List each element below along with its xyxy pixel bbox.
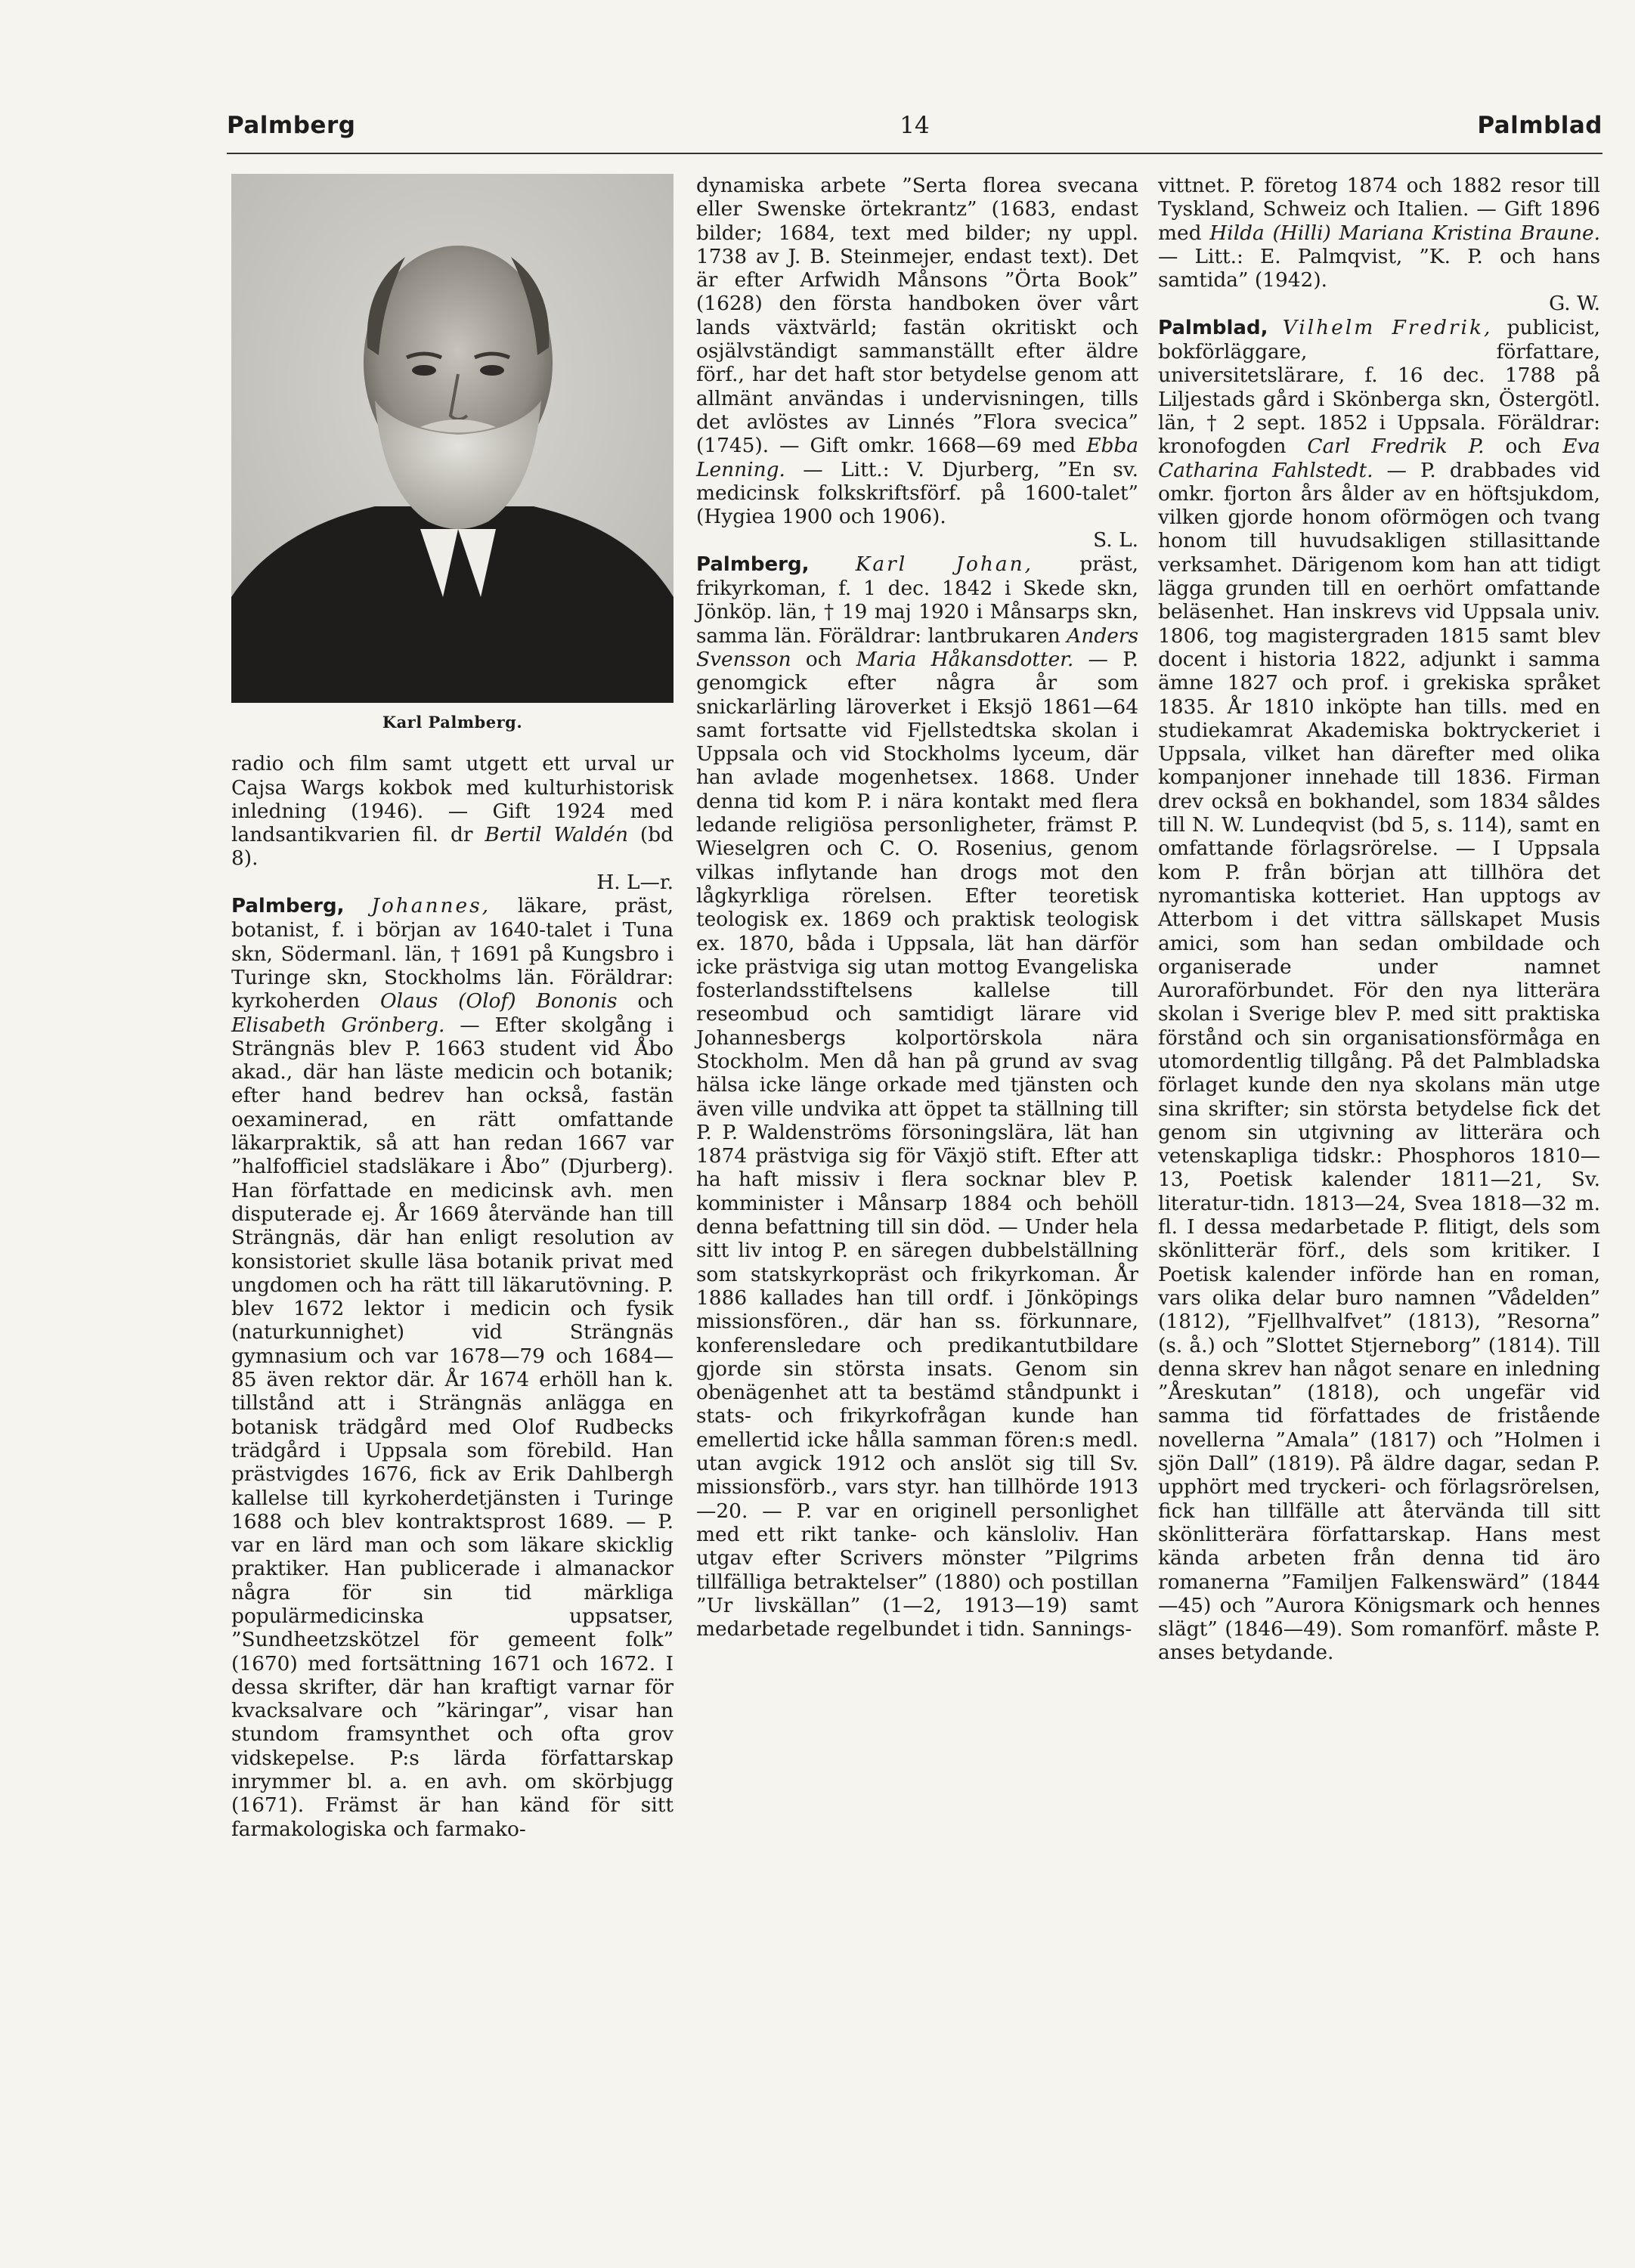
text: (bd 8). — [231, 823, 674, 871]
entry-palmberg-karl-johan — [696, 552, 1138, 1641]
text: läkare, präst, botanist, f. i början av 1640-talet i Tuna skn, Södermanl. län, † 1691 på Kungsbro i Turinge skn, Stockholms län. Föräldrar: kyrkoherden — [231, 894, 674, 1013]
text: — Litt.: V. Djurberg, ”En sv. medicinsk folkskriftsförf. på 1600-talet” (Hygiea 1900 och 1906). — [696, 457, 1138, 529]
text: dynamiska arbete ”Serta florea svecana eller Swenske örtekrantz” (1683, endast bilder; 1684, text med bilder; ny uppl. 1738 av J. B. Steinmejer, endast text). Det är efter Arfwidh Månsons ”Örta Book” (1628) den första handboken över vårt lands växtvärld; fastän okritiskt och osjälvständigt sammanställt efter äldre förf., har det haft stor betydelse genom att allmänt användas i undervisningen, tills det avlöstes av Linnés ”Flora svecica” (1745). — Gift omkr. 1668—69 med — [696, 174, 1138, 458]
text-column-3 — [1158, 174, 1600, 1665]
running-head-right: Palmblad — [1477, 112, 1602, 139]
text: och — [791, 647, 856, 671]
entry-forename: Karl Johan, — [855, 552, 1033, 576]
parent-name: Maria Håkansdotter. — [856, 647, 1074, 671]
spouse-name: Hilda (Hilli) Mariana Kristina Braune. — [1209, 221, 1600, 245]
parent-name: Carl Fredrik P. — [1307, 435, 1485, 459]
text: — P. drabbades vid omkr. fjorton års ålder av en höftsjukdom, vilken gjorde honom oförmögen och tvang honom till huvudsakligen stillasittande verksamhet. Därigenom kom han att tidigt lägga grunden till en oerhört omfattande beläsenhet. Han inskrevs vid Uppsala univ. 1806, tog magistergraden 1815 samt blev docent i historia 1822, adjunkt i samma ämne 1827 och prof. i grekiska språket 1835. År 1810 inköpte han tills. med en studiekamrat Akademiska boktryckeriet i Uppsala, vilket han därefter med olika kompanjoner innehade till 1836. Firman drev också en bokhandel, som 1834 såldes till N. W. Lundeqvist (bd 5, s. 114), samt en omfattande förlagsrörelse. — I Uppsala kom P. från början att tillhöra det nyromantiska kotteriet. Han upptogs av Atterbom i det vittra sällskapet Musis amici, som han sedan ombildade och organiserade under namnet Auroraförbundet. För den nya litterära skolan i Sverige blev P. med sitt praktiska förstånd och sin organisationsförmåga en utomordentlig tillgång. På det Palmbladska förlaget kunde den nya skolans män utge sina skrifter; sin största betydelse fick det genom sin utgivning av litterära och vetenskapliga tidskr.: Phosphoros 1810—13, Poetisk kalender 1811—21, Sv. literatur-tidn. 1813—24, Svea 1818—32 m. fl. I dessa medarbetade P. flitigt, dels som skönlitterär förf., dels som kritiker. I Poetisk kalender införde han en roman, vars olika delar buro namnen ”Vådelden” (1812), ”Fjellhvalfvet” (1813), ”Resorna” (s. å.) och ”Slottet Stjerneborg” (1814). Till denna skrev han något senare en inledning ”Åreskutan” (1818), och ungefär vid samma tid författades de fristående novellerna ”Amala” (1817) och ”Holmen i sjön Dall” (1819). På äldre dagar, sedan P. upphört med tryckeri- och förlagsrörelsen, fick han tillfälle att återvända till sitt skönlitterära författarskap. Hans mest kända arbeten från denna tid äro romanerna ”Familjen Falkenswärd” (1844—45) och ”Aurora Königsmark och hennes slägt” (1846—49). Som romanförf. måste P. anses betydande. — [1158, 458, 1600, 1665]
text-column-2 — [696, 174, 1138, 1641]
entry-palmberg-johannes — [231, 894, 674, 1841]
text: präst, frikyrkoman, f. 1 dec. 1842 i Skede skn, Jönköp. län, † 19 maj 1920 i Månsarps skn, samma län. Föräldrar: lantbrukaren — [696, 552, 1138, 648]
text: — Efter skolgång i Strängnäs blev P. 1663 student vid Åbo akad., där han läste medicin och botanik; efter hand bedrev han också, fastän oexaminerad, en rätt omfattande läkarpraktik, så att han redan 1667 var ”halfofficiel stadsläkare i Åbo” (Djurberg). Han författade en medicinsk avh. men disputerade ej. År 1669 återvände han till Strängnäs, där han enligt resolution av konsistoriet skulle läsa botanik privat med ungdomen och ha rätt till läkarutövning. P. blev 1672 lektor i medicin och fysik (naturkunnighet) vid Strängnäs gymnasium och var 1678—79 och 1684—85 även rektor där. År 1674 erhöll han k. tillstånd att i Strängnäs anlägga en botanisk trädgård med Olof Rudbecks trädgård i Uppsala som förebild. Han prästvigdes 1676, fick av Erik Dahlbergh kallelse till kyrkoherdetjänsten i Turinge 1688 och blev kontraktsprost 1689. — P. var en lärd man och som läkare skicklig praktiker. Han publicerade i almanackor några för sin tid märkliga populärmedicinska uppsatser, ”Sundheetzskötzel för gemeent folk” (1670) med fortsättning 1671 och 1672. I dessa skrifter, där han kraftigt varnar för kvacksalvare och ”käringar”, visar han stundom framsynthet och ofta grov vidskepelse. P:s lärda författarskap inrymmer bl. a. en avh. om skörbjugg (1671). Främst är han känd för sitt farmakologiska och farmako- — [231, 1013, 674, 1841]
entry-headword: Palmberg, — [696, 552, 810, 576]
text: — P. genomgick efter några år som snickarlärling läroverket i Eksjö 1861—64 samt fortsatte vid Fjellstedtska skolan i Uppsala och vid Stockholms lyceum, där han avlade mogenhetsex. 1868. Under denna tid kom P. i nära kontakt med flera ledande religiösa personligheter, främst P. Wieselgren och C. O. Rosenius, genom vilkas inflytande han drogs mot den lågkyrkliga rörelsen. Efter teoretisk teologisk ex. 1869 och praktisk teologisk ex. 1870, båda i Uppsala, lät han därför icke prästviga sig utan mottog Evangeliska fosterlandsstiftelsens kallelse till reseombud och samtidigt lärare vid Johannesbergs kolportörskola nära Stockholm. Men då han på grund av svag hälsa icke länge orkade med tjänsten och även ville undvika att öppet ta ställning till P. P. Waldenströms försoningslära, lät han 1874 prästviga sig för Växjö stift. Efter att ha haft missiv i flera socknar blev P. komminister i Månsarp 1884 och behöll denna befattning till sin död. — Under hela sitt liv intog P. en säregen dubbelställning som statskyrkopräst och frikyrkoman. År 1886 kallades han till ordf. i Jönköpings missionsfören., där han ss. förkunnare, konferensledare och predikantutbildare gjorde sin största insats. Genom sin obenägenhet att ta bestämd ståndpunkt i stats- och frikyrkofrågan kunde han emellertid icke hålla samman fören:s medl. utan avgick 1912 och anslöt sig till Sv. missionsförb., vars styr. han tillhörde 1913—20. — P. var en originell personlighet med ett rikt tanke- och känsloliv. Han utgav efter Scrivers mönster ”Pilgrims tillfälliga betraktelser” (1880) och postillan ”Ur livskällan” (1—2, 1913—19) samt medarbetade regelbundet i tidn. Sannings- — [696, 647, 1138, 1641]
portrait-photo — [231, 174, 674, 703]
author-signature: H. L—r. — [596, 870, 674, 894]
text: — Litt.: E. Palmqvist, ”K. P. och hans samtida” (1942). — [1158, 244, 1600, 292]
entry-headword: Palmblad, — [1158, 316, 1268, 339]
page-header — [227, 112, 1602, 150]
author-signature: S. L. — [1093, 528, 1138, 552]
parent-name: Elisabeth Grönberg. — [231, 1013, 445, 1037]
entry-palmblad-vilhelm-fredrik — [1158, 316, 1600, 1665]
entry-continuation — [696, 174, 1138, 552]
photo-caption: Karl Palmberg. — [382, 713, 523, 732]
text-column-1 — [231, 174, 674, 1841]
parent-name: Olaus (Olof) Bononis — [379, 989, 618, 1013]
text: vittnet. P. företog 1874 och 1882 resor till Tyskland, Schweiz och Italien. — Gift 1896 med — [1158, 174, 1600, 245]
header-rule — [227, 153, 1602, 154]
entry-continuation — [1158, 174, 1600, 316]
spouse-name: Ebba Lenning. — [696, 434, 1138, 481]
text: och — [1484, 435, 1563, 459]
entry-forename: Johannes, — [371, 894, 491, 918]
entry-headword: Palmberg, — [231, 895, 345, 918]
entry-continuation — [231, 752, 674, 894]
portrait-image — [231, 174, 674, 703]
entry-forename: Vilhelm Fredrik, — [1282, 315, 1493, 339]
running-head-left: Palmberg — [227, 112, 356, 139]
spouse-name: Bertil Waldén — [485, 823, 628, 847]
parent-name: Anders Svensson — [696, 623, 1138, 671]
parent-name: Eva Catharina Fahlstedt. — [1158, 435, 1601, 482]
author-signature: G. W. — [1549, 292, 1600, 316]
page-number: 14 — [900, 112, 930, 139]
text: och — [617, 989, 674, 1013]
text: publicist, bokförläggare, författare, universitetslärare, f. 16 dec. 1788 på Liljestads gård i Skönberga skn, Östergötl. län, † 2 sept. 1852 i Uppsala. Föräldrar: kronofogden — [1158, 315, 1601, 459]
text: radio och film samt utgett ett urval ur Cajsa Wargs kokbok med kulturhistorisk inledning (1946). — Gift 1924 med landsantikvarien fil. dr — [231, 752, 674, 847]
